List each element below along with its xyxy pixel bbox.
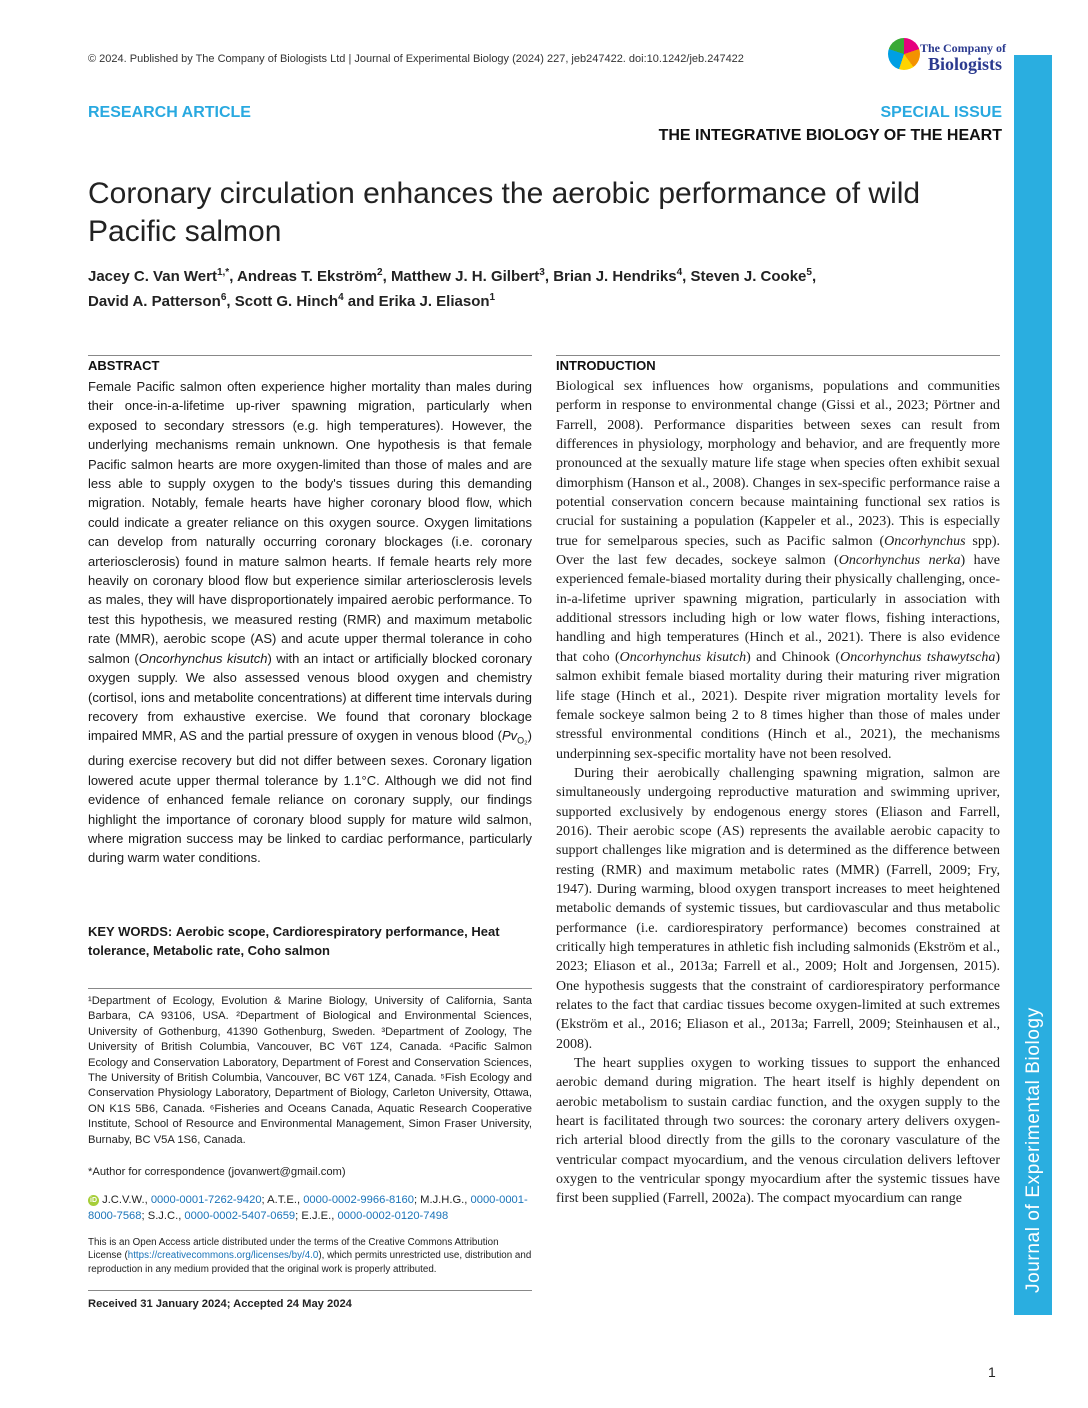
orcid-link[interactable]: 0000-0001-8000-7568	[88, 1194, 528, 1222]
author: Scott G. Hinch$^4$	[234, 292, 344, 310]
abstract-divider	[88, 355, 532, 356]
author-list: Jacey C. Van Wert$^{1,*}$, Andreas T. Ekström$^2$, Matthew J. H. Gilbert$^3$, Brian J. Hendriks$^4$, Steven J. Cooke$^5$, David A. Patterson$^6$, Scott G. Hinch$^4$ and Erika J. Eliason$^1$	[88, 267, 817, 310]
abstract-heading: ABSTRACT	[88, 358, 160, 373]
journal-sidebar	[1014, 55, 1052, 1315]
orcid-link[interactable]: 0000-0002-5407-0659	[184, 1209, 296, 1222]
introduction-divider	[556, 355, 1000, 356]
author: Steven J. Cooke$^5$	[690, 267, 812, 285]
special-issue-title: THE INTEGRATIVE BIOLOGY OF THE HEART	[658, 127, 1002, 144]
paragraph: During their aerobically challenging spawning migration, salmon are simultaneously undergoing reproductive maturation and swimming upriver, supported exclusively by endogenous energy stores (Eliason and Farrell, 2016). Their aerobic scope (AS) represents the available aerobic capacity to support challenges like migration and is determined as the difference between resting (RMR) and maximum metabolic rates (MMR) (Farrell, 2009; Fry, 1947). During warming, blood oxygen transport increases to meet heightened metabolic demands of systemic tissues, but cardiovascular and thus metabolic performance (i.e. cardiorespiratory performance) becomes constrained at critically high temperatures in athletic fish including salmonids (Ekström et al., 2023; Eliason et al., 2013a; Farrell et al., 2009; Holt and Jorgensen, 2015). One hypothesis suggests that the constraint of cardiorespiratory performance relates to the fact that cardiac tissues become oxygen-limited at such extremes (Ekström et al., 2016; Eliason et al., 2013a; Farrell, 2009; Steinhausen et al., 2008).	[556, 765, 1001, 1052]
dates-divider	[88, 1290, 532, 1291]
special-issue-label: SPECIAL ISSUE	[880, 104, 1002, 121]
author: Jacey C. Van Wert$^{1,*}$	[88, 267, 230, 285]
orcid-icon: iD	[90, 1196, 97, 1204]
logo-circle-icon	[888, 38, 920, 70]
article-title: Coronary circulation enhances the aerobic performance of wild Pacific salmon	[88, 177, 921, 248]
orcid-list: iD J.C.V.W., 0000-0001-7262-9420; A.T.E., 0000-0002-9966-8160; M.J.H.G., 0000-0001-8000-7568; S.J.C., 0000-0002-5407-0659; E.J.E., 0000-0002-0120-7498	[88, 1194, 528, 1222]
introduction-body	[556, 377, 1000, 1209]
keywords-list: Aerobic scope, Cardiorespiratory performance, Heat tolerance, Metabolic rate, Coho salmon	[88, 924, 500, 959]
paragraph: Biological sex influences how organisms, populations and communities perform in response to environmental change (Gissi et al., 2023; Pörtner and Farrell, 2008). Performance disparities between sexes can result from differences in physiology, morphology and behavior, and are frequently more pronounced at the sexually mature life stage when species often exhibit sexual dimorphism (Hanson et al., 2008). Changes in sex-specific performance raise a potential conservation concern because maintaining functional sex ratios is crucial for sustaining a population (Kappeler et al., 2023). This is especially true for semelparous species, such as Pacific salmon (Oncorhynchus spp). Over the last few decades, sockeye salmon (Oncorhynchus nerka) have experienced female-biased mortality during their physically challenging, once-in-a-lifetime upriver spawning migration, particularly in association with additional stressors including high or low water flows, fishing interactions, handling and high temperatures (Hinch et al., 2021). There is also evidence that coho (Oncorhynchus kisutch) and Chinook (Oncorhynchus tshawytscha) salmon exhibit female biased mortality during their maturing river migration life stage (Hinch et al., 2021). Despite river migration mortality levels for female sockeye salmon being 2 to 8 times higher than those of males under stressful environmental conditions (Hinch et al., 2021), the mechanisms underpinning sex-specific mortality have not been resolved.	[556, 379, 1000, 762]
journal-header: © 2024. Published by The Company of Biologists Ltd | Journal of Experimental Biology (2024) 227, jeb247422. doi:10.1242/jeb.247422	[88, 53, 744, 65]
orcid-link[interactable]: 0000-0002-0120-7498	[337, 1209, 449, 1222]
author: David A. Patterson$^6$	[88, 292, 227, 310]
keywords-label: KEY WORDS:	[88, 924, 173, 939]
correspondence: *Author for correspondence (jovanwert@gmail.com)	[88, 1166, 346, 1178]
received-accepted-dates: Received 31 January 2024; Accepted 24 May 2024	[88, 1298, 352, 1310]
introduction-heading: INTRODUCTION	[556, 358, 656, 373]
logo-line1: The Company of	[920, 41, 1007, 55]
orcid-link[interactable]: 0000-0001-7262-9420	[150, 1194, 262, 1206]
keywords	[88, 922, 532, 961]
company-of-biologists-logo[interactable]	[888, 36, 1018, 76]
pvo2-symbol: Pv	[501, 728, 518, 744]
article-type: RESEARCH ARTICLE	[88, 104, 251, 121]
license-notice: This is an Open Access article distributed under the terms of the Creative Commons Attribution License (https://creativecommons.org/licenses/by/4.0), which permits unrestricted use, distribution and reproduction in any medium provided that the original work is properly attributed.	[88, 1237, 532, 1275]
affiliations: ¹Department of Ecology, Evolution & Marine Biology, University of California, Santa Barbara, CA 93106, USA. ²Department of Biological and Environmental Sciences, University of Gothenburg, 41390 Gothenburg, Sweden. ³Department of Zoology, The University of British Columbia, Vancouver, BC V6T 1Z4, Canada. ⁴Pacific Salmon Ecology and Conservation Laboratory, Department of Forest and Conservation Sciences, The University of British Columbia, Vancouver, BC V6T 1Z4, Canada. ⁵Fish Ecology and Conservation Physiology Laboratory, Department of Biology, Carleton University, Ottawa, ON K1S 5B6, Canada. ⁶Fisheries and Oceans Canada, Aquatic Research Cooperative Institute, School of Resource and Environmental Management, Simon Fraser University, Burnaby, BC V5A 1S6, Canada.	[88, 995, 532, 1146]
orcid-link[interactable]: 0000-0002-9966-8160	[303, 1194, 414, 1206]
author: Brian J. Hendriks$^4$	[553, 267, 683, 285]
author: Erika J. Eliason$^1$	[378, 292, 496, 310]
footnote-divider	[88, 988, 532, 989]
paragraph: The heart supplies oxygen to working tissues to support the enhanced aerobic demand during migration. The heart itself is highly dependent on aerobic metabolism to sustain cardiac function, and the oxygen supply to the heart is facilitated through two sources: the coronary artery delivers oxygen-rich arterial blood directly from the gills to the coronary vasculature of the ventricular compact myocardium, and the venous circulation delivers leftover oxygen to the ventricular spongy myocardium after the systemic tissues have first been supplied (Farrell, 2002a). The compact myocardium can range	[556, 1056, 1000, 1207]
license-link[interactable]: https://creativecommons.org/licenses/by/4.0	[127, 1250, 319, 1262]
page-number: 1	[988, 1364, 996, 1380]
author: Matthew J. H. Gilbert$^3$	[390, 267, 545, 285]
journal-sidebar-label: Journal of Experimental Biology	[1023, 1007, 1044, 1293]
logo-line2: Biologists	[928, 54, 1003, 74]
abstract-body: Female Pacific salmon often experience higher mortality than males during their once-in-a-lifetime up-river spawning migration, particularly when exposed to secondary stressors (e.g. high temperatures). However, the underlying mechanisms remain unknown. One hypothesis is that female Pacific salmon hearts are more oxygen-limited than those of males and are less able to supply oxygen to the body's tissues during this demanding migration. Notably, female hearts have higher coronary blood flow, which could indicate a greater reliance on this oxygen source. Oxygen limitations can develop from naturally occurring coronary blockages (i.e. coronary arteriosclerosis) found in mature salmon hearts. If female hearts rely more heavily on coronary blood flow but experience similar arteriosclerosis levels as males, they will have disproportionately impaired aerobic performance. To test this hypothesis, we measured resting (RMR) and maximum metabolic rate (MMR), aerobic scope (AS) and acute upper thermal tolerance in coho salmon (Oncorhynchus kisutch) with an intact or artificially blocked coronary oxygen supply. We also assessed venous blood oxygen and chemistry (cortisol, ions and metabolite concentrations) at different time intervals during recovery from exhaustive exercise. We found that coronary blockage impaired MMR, AS and the partial pressure of oxygen in venous blood $(Pv_{O_2})$ during exercise recovery but did not differ between sexes. Coronary ligation lowered acute upper thermal tolerance by 1.1°C. Although we did not find evidence of enhanced female reliance on coronary supply, our findings highlight the importance of coronary blood supply for mature wild salmon, where migration success may be linked to cardiac performance, particularly during warm water conditions.	[88, 379, 532, 866]
species-name: Oncorhynchus kisutch	[138, 650, 268, 666]
author: Andreas T. Ekström$^2$	[236, 267, 383, 285]
